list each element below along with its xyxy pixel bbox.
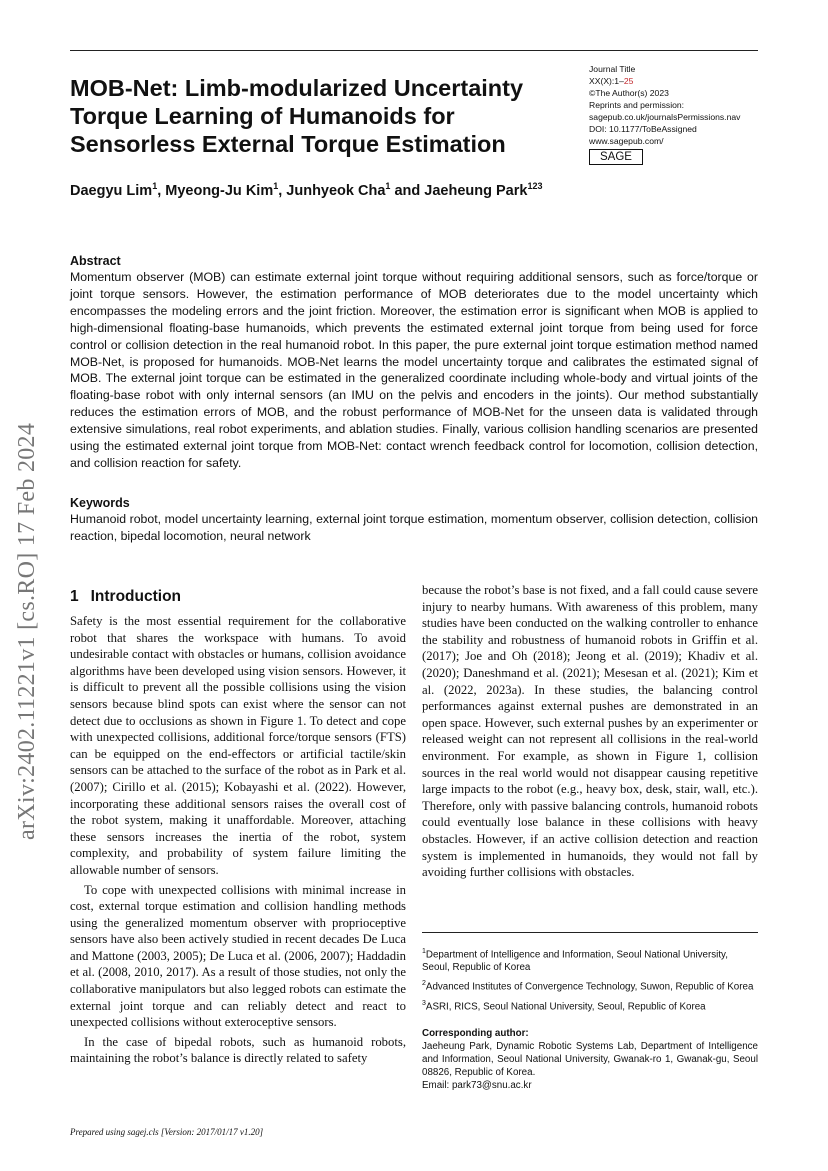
permissions-link[interactable]: sagepub.co.uk/journalsPermissions.nav [589, 112, 741, 122]
corresponding-text: Jaeheung Park, Dynamic Robotic Systems Lab, Department of Intelligence and Information, Seoul National University, Gwanak-ro 1, Gwanak-gu, Seoul 08826, Republic of Korea. [422, 1041, 758, 1078]
section-heading [70, 588, 406, 606]
keywords-heading: Keywords [70, 496, 130, 510]
footer-note: Prepared using sagej.cls [Version: 2017/01/17 v1.20] [70, 1127, 264, 1137]
intro-paragraph-2: To cope with unexpected collisions with minimal increase in cost, external torque estimation and collision handling methods using the generalized momentum observer with proprioceptive sensors have also been actively studied in recent decades De Luca and Mattone (2003, 2005); De Luca et al. (2006, 2007); Haddadin et al. (2008, 2010, 2017). As a result of those studies, not only the collaborative manipulators but also legged robots can estimate the external joint torque and can reliably detect and react to unexpected collisions without exteroceptive sensors. [70, 882, 406, 1030]
copyright: ©The Author(s) 2023 [589, 88, 669, 98]
journal-title: Journal Title [589, 64, 636, 74]
journal-info [589, 63, 759, 165]
journal-volume: XX(X):1–25 [589, 76, 634, 86]
corresponding-author [422, 1027, 758, 1092]
author-affiliation-mark: 123 [527, 181, 543, 191]
keywords-section [70, 496, 758, 545]
footnote-2: $^2$Advanced Institutes of Convergence Technology, Suwon, Republic of Korea [422, 980, 754, 993]
left-column [70, 588, 406, 1067]
paper-title: MOB-Net: Limb-modularized Uncertainty Torque Learning of Humanoids for Sensorless External Torque Estimation [70, 75, 524, 157]
keywords-text: Humanoid robot, model uncertainty learning, external joint torque estimation, momentum observer, collision detection, collision reaction, bipedal locomotion, neural network [70, 512, 758, 543]
header-rule [70, 50, 758, 51]
section-number: 1 [70, 588, 79, 605]
author-affiliation-mark: 1 [152, 181, 158, 191]
author-name: Jaeheung Park [424, 182, 528, 199]
author-affiliation-mark: 1 [385, 181, 391, 191]
corresponding-heading: Corresponding author: [422, 1028, 529, 1039]
author-affiliation-mark: 1 [273, 181, 279, 191]
reprints-label: Reprints and permission: [589, 100, 685, 110]
doi[interactable]: DOI: 10.1177/ToBeAssigned [589, 124, 697, 134]
intro-paragraph-1: Safety is the most essential requirement for the collaborative robot that shares the workspace with humans. To avoid undesirable contact with obstacles or humans, collision avoidance algorithms have been developed using vision sensors. However, it is difficult to prevent all the possible collisions using the vision sensors because blind spots can exist where the sensor can not detect due to occlusions as shown in Figure 1. To detect and cope with unexpected collisions, additional force/torque sensors (FTS) can be equipped on the end-effectors or artificial tactile/skin sensors can be attached to the surface of the robot as in Park et al. (2007); Cirillo et al. (2015); Kobayashi et al. (2022). However, incorporating these additional sensors raises the overall cost of the robot system, making it unaffordable. Moreover, attaching these sensors increases the inertia of the robot, system complexity, and probability of system failure limiting the allowable number of sensors. [70, 614, 406, 877]
section-title: Introduction [90, 588, 182, 605]
affiliation-footnotes [422, 945, 758, 1016]
arxiv-stamp: arXiv:2402.11221v1 [cs.RO] 17 Feb 2024 [14, 422, 40, 840]
author-name: Myeong-Ju Kim [165, 182, 274, 199]
sage-logo: SAGE [589, 149, 643, 165]
footnote-rule [422, 932, 758, 933]
intro-paragraph-4: because the robot’s base is not fixed, and a fall could cause severe injury to nearby humans. With awareness of this problem, many studies have been conducted on the walking controller to enhance the stability and robustness of humanoid robots in Griffin et al. (2017); Joe and Oh (2018); Jeong et al. (2019); Khadiv et al. (2020); Daneshmand et al. (2021); Mesesan et al. (2021); Kim et al. (2022, 2023a). In these studies, the balancing control performances against external pushes are demonstrated in an open space. However, such external pushes by an experimenter or released weight can not represent all collisions in the real-world environment. For example, as shown in Figure 1, collision sources in the real world would not disappear causing repetitive large impacts to the robot (e.g., heavy box, desk, stair, wall, etc.). Therefore, only with passive balancing controls, humanoid robots could eventually lose balance in these collisions with heavy obstacles. However, if an active collision detection and reaction system is implemented in humanoids, they would not fall by avoiding further collisions with obstacles. [422, 583, 758, 880]
footnote-3: $^3$ASRI, RICS, Seoul National University, Seoul, Republic of Korea [422, 999, 706, 1012]
intro-paragraph-3: In the case of bipedal robots, such as humanoid robots, maintaining the robot’s balance is directly related to safety [70, 1034, 406, 1066]
abstract-heading: Abstract [70, 254, 121, 268]
corresponding-email[interactable]: Email: park73@snu.ac.kr [422, 1080, 532, 1091]
author-name: Junhyeok Cha [286, 182, 386, 199]
abstract-text: Momentum observer (MOB) can estimate external joint torque without requiring additional sensors, such as force/torque or joint torque sensors. However, the estimation performance of MOB deteriorates due to the model uncertainty which encompasses the modeling errors and the joint friction. Moreover, the estimation error is significant when MOB is applied to high-dimensional floating-base humanoids, which prevents the estimated external joint torque from being used for force control or collision detection in the real humanoid robot. In this paper, the pure external joint torque estimation method named MOB-Net, is proposed for humanoids. MOB-Net learns the model uncertainty torque and calibrates the estimated signal of MOB. The external joint torque can be estimated in the generalized coordinate including whole-body and virtual joints of the floating-base robot with only internal sensors (an IMU on the pelvis and encoders in the joints). Our method substantially reduces the estimation errors of MOB, and the robust performance of MOB-Net for the unseen data is validated through extensive simulations, real robot experiments, and ablation studies. Finally, various collision handling scenarios are presented using the estimated external joint torque from MOB-Net: contact wrench feedback control for locomotion, collision detection, and collision reaction for safety. [70, 270, 758, 470]
footnote-1: $^1$Department of Intelligence and Information, Seoul National University, Seoul, Republic of Korea [422, 948, 728, 974]
right-column [422, 582, 758, 881]
author-name: Daegyu Lim [70, 182, 153, 199]
abstract-section [70, 254, 758, 472]
author-list: Daegyu Lim$^1$, Myeong-Ju Kim$^1$, Junhyeok Cha$^1$ and Jaeheung Park$^{123}$ [70, 181, 543, 199]
sagepub-link[interactable]: www.sagepub.com/ [589, 136, 664, 146]
